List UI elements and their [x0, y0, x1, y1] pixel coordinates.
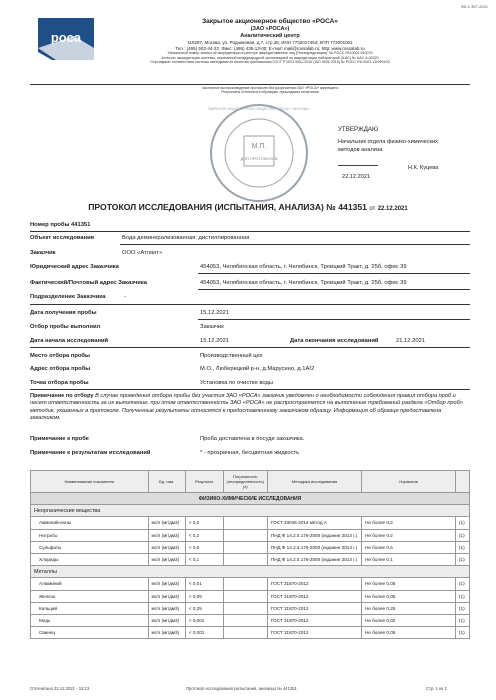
table-cell [223, 578, 267, 590]
received-date-label: Дата получения пробы [30, 310, 97, 316]
table-cell: Не более 0,2 [362, 529, 456, 541]
table-cell: мг/л (мг/дм3) [148, 590, 185, 602]
footer-page: Стр. 1 из 2 [426, 686, 447, 691]
approve-title: УТВЕРЖДАЮ [338, 126, 379, 133]
protocol-title [0, 202, 496, 212]
table-cell: ПНД Ф 14.2:4.176-2000 (издание 2014 г.) [267, 529, 361, 541]
table-row [31, 553, 470, 565]
org-center: Аналитический центр [240, 33, 300, 39]
table-cell: (1) [456, 614, 470, 626]
logo-text: роса [50, 30, 82, 45]
table-cell: < 0,1 [185, 553, 223, 565]
table-cell: мг/л (мг/дм3) [148, 529, 185, 541]
table-row [31, 614, 470, 626]
table-cell: Хлориды [31, 553, 149, 565]
sample-number: Номер пробы 441351 [30, 222, 91, 228]
divider [198, 319, 470, 320]
department-label: Подразделение Заказчика [30, 294, 106, 300]
table-cell: Свинец [31, 627, 149, 639]
table-cell: мг/л (мг/дм3) [148, 614, 185, 626]
approve-position-2: методов анализа [338, 146, 383, 153]
end-date-label: Дата окончания исследований [290, 338, 379, 344]
sampling-note [30, 393, 470, 422]
company-seal [200, 98, 318, 208]
table-cell: Не более 0,05 [362, 627, 456, 639]
seal-center-text: М.П. [251, 143, 267, 150]
section-row [31, 493, 470, 505]
col-header: Результат [185, 471, 223, 493]
table-cell: ПНД Ф 14.2:4.176-2000 (издание 2014 г.) [267, 553, 361, 565]
col-header [456, 471, 470, 493]
table-cell: < 0,001 [185, 627, 223, 639]
end-date-value: 21.12.2021 [396, 338, 426, 344]
warning-1: Частичное воспроизведение протокола без разрешения ЗАО «РОСА» запрещено [201, 86, 339, 90]
table-cell: < 0,5 [185, 541, 223, 553]
org-address: 119297, Москва, ул. Родниковая, д.7, стр.35; ИНН 7732017453; КПП 772001001 [187, 39, 353, 45]
table-cell [223, 529, 267, 541]
col-header: Методика исследования [267, 471, 361, 493]
table-cell: Не более 0,05 [362, 578, 456, 590]
table-cell: ГОСТ 33045-2014 метод А [267, 517, 361, 529]
legal-address-value: 454053, Челябинская область, г. Челябинск, Троицкий Тракт, д. 25б, офис 39 [200, 264, 407, 270]
footer-protocol: Протокол исследования (испытания, анализа) № 441351 [186, 686, 297, 691]
divider [30, 347, 470, 348]
table-cell: мг/л (мг/дм3) [148, 627, 185, 639]
form-number: ФБ.1.357-2021 [460, 4, 488, 9]
actual-address-value: 454053, Челябинская область, г. Челябинск, Троицкий Тракт, д. 25б, офис 39 [200, 280, 407, 286]
table-cell [223, 602, 267, 614]
divider [30, 231, 470, 232]
object-value: Вода деминерализованная: дистиллированная [122, 235, 250, 241]
divider [120, 244, 470, 245]
table-cell: Кальций [31, 602, 149, 614]
department-value: - [124, 294, 126, 300]
title-text: ПРОТОКОЛ ИССЛЕДОВАНИЯ (ИСПЫТАНИЯ, АНАЛИЗА) № [88, 202, 336, 212]
sampling-address-label: Адрес отбора пробы [30, 366, 91, 372]
org-header [100, 18, 440, 65]
signature-line [338, 158, 378, 166]
table-cell: < 0,01 [185, 578, 223, 590]
table-cell: мг/л (мг/дм3) [148, 578, 185, 590]
sampler-value: Заказчик [200, 324, 224, 330]
title-from: от [369, 206, 376, 212]
rosa-logo [38, 18, 94, 60]
col-header: Наименование показателя [31, 471, 149, 493]
table-row [31, 590, 470, 602]
customer-label: Заказчик [30, 250, 56, 256]
sampler-label: Отбор пробы выполнил [30, 324, 101, 330]
sampling-place-value: Производственный цех [200, 353, 263, 359]
org-short: (ЗАО «РОСА») [250, 26, 290, 33]
seal-label: ДЛЯ ПРОТОКОЛОВ [240, 156, 278, 161]
accreditation-3: Сертификат соответствия системы менеджмента качества требованиям ГОСТ Р ИСО 9001-2015 (ISO 9001:2015) № РОСС RU.0001.13ИФ0100 [150, 60, 390, 65]
table-cell: Не более 0,2 [362, 517, 456, 529]
table-cell: ГОСТ 31870-2012 [267, 614, 361, 626]
table-cell: Сульфаты [31, 541, 149, 553]
table-cell: мг/л (мг/дм3) [148, 602, 185, 614]
table-cell: ГОСТ 31870-2012 [267, 602, 361, 614]
result-note-label: Примечание к результатам исследований [30, 450, 151, 456]
table-cell: Железо [31, 590, 149, 602]
table-cell: мг/л (мг/дм3) [148, 553, 185, 565]
sampling-note-text: В случае проведения отбора пробы без участия ЗАО «РОСА» заказчик уведомлен о необходимости соблюдения правил отбора проб и несет ответственность за их выполнение, при этом ответственность ЗАО «РОСА» не распространяется на выполнение требований раздела «Отбор проб» методик, указанных в протоколе. Полученные результаты относятся к предоставленному заказчиком образцу. Информация об образце предоставлена заказчиком. [30, 393, 463, 421]
protocol-number: 441351 [338, 202, 367, 212]
table-cell: ГОСТ 31870-2012 [267, 627, 361, 639]
group-title: Неорганические вещества [31, 505, 470, 517]
copy-warning [100, 86, 440, 95]
start-date-value: 15.12.2021 [200, 338, 230, 344]
seal-ring-text: ЗАКРЫТОЕ АКЦИОНЕРНОЕ ОБЩЕСТВО «РОСА» • МОСКВА • [207, 107, 311, 111]
table-cell: ПНД Ф 14.2:4.176-2000 (издание 2014 г.) [267, 541, 361, 553]
col-header: Ед. изм. [148, 471, 185, 493]
sampling-address-value: М.О., Люберецкий р-н, д.Марусино, д.1А/2 [200, 366, 315, 372]
result-note-value: * - прозрачная, бесцветная жидкость [200, 450, 300, 456]
accreditation-1: Уникальный номер записи об аккредитации в реестре аккредитованных лиц (Росаккредитация): № РОСС RU.0001.510078 [167, 51, 373, 56]
table-cell: (1) [456, 529, 470, 541]
section-title: ФИЗИКО-ХИМИЧЕСКИЕ ИССЛЕДОВАНИЯ [31, 493, 470, 505]
table-row [31, 541, 470, 553]
table-cell: ГОСТ 31870-2012 [267, 578, 361, 590]
table-cell: (1) [456, 517, 470, 529]
divider [30, 304, 470, 305]
table-cell [223, 590, 267, 602]
table-row [31, 602, 470, 614]
legal-address-label: Юридический адрес Заказчика [30, 264, 119, 270]
approve-date: 22.12.2021 [342, 174, 370, 181]
table-cell: Аммоний-ионы [31, 517, 149, 529]
table-cell: Не более 0,1 [362, 553, 456, 565]
table-cell [223, 541, 267, 553]
group-row [31, 566, 470, 578]
divider [198, 289, 470, 290]
table-cell: < 0,2 [185, 517, 223, 529]
table-cell: Нитраты [31, 529, 149, 541]
table-cell: Алюминий [31, 578, 149, 590]
table-cell: (1) [456, 541, 470, 553]
org-contacts: Тел.: (495) 502-44-22; Факс: (495) 435-13-00; E-mail: mail@rossalab.ru; http: www.rossalab.ru [175, 45, 365, 51]
divider [198, 273, 470, 274]
sampling-place-label: Место отбора пробы [30, 353, 90, 359]
table-cell: мг/л (мг/дм3) [148, 517, 185, 529]
table-cell: (1) [456, 578, 470, 590]
table-cell: Не более 0,05 [362, 590, 456, 602]
sampling-point-label: Точка отбора пробы [30, 380, 89, 386]
table-cell: (1) [456, 602, 470, 614]
sampling-note-label: Примечание по отбору [30, 393, 94, 399]
sampling-point-value: Установка по очистке воды [200, 380, 273, 386]
table-cell: Не более 0,25 [362, 602, 456, 614]
divider [30, 389, 470, 390]
approve-position-1: Начальник отдела физико-химических [338, 139, 438, 146]
col-header: Норматив [362, 471, 456, 493]
table-cell: < 0,25 [185, 602, 223, 614]
results-table [30, 470, 470, 639]
protocol-date: 22.12.2021 [377, 206, 408, 212]
start-date-label: Дата начала исследований [30, 338, 109, 344]
table-row [31, 627, 470, 639]
table-row [31, 517, 470, 529]
header-divider [30, 84, 470, 85]
table-cell [223, 517, 267, 529]
table-cell: Не более 0,02 [362, 614, 456, 626]
group-row [31, 505, 470, 517]
table-cell: (1) [456, 553, 470, 565]
sample-note-label: Примечание к пробе [30, 436, 90, 442]
table-cell: < 0,2 [185, 529, 223, 541]
approve-signer: Н.К. Куцева [408, 165, 439, 171]
footer-printed: Отпечатано 22.12.2021 - 15:13 [30, 686, 90, 691]
warning-2: Результаты относятся к образцам, прошедшим испытания [221, 90, 319, 95]
customer-value: ООО «Атлант» [122, 250, 163, 256]
table-cell: < 0,001 [185, 614, 223, 626]
table-cell: мг/л (мг/дм3) [148, 541, 185, 553]
group-title: Металлы [31, 566, 470, 578]
table-row [31, 578, 470, 590]
table-cell: (1) [456, 590, 470, 602]
received-date-value: 15.12.2021 [200, 310, 230, 316]
table-cell [223, 627, 267, 639]
table-cell: Не более 0,5 [362, 541, 456, 553]
accreditation-2: Аттестат аккредитации системы, признанной международной организацией по аккредитации лабораторий (ILAC) № AAC.A.00320 [161, 55, 379, 60]
table-row [31, 529, 470, 541]
table-cell [223, 614, 267, 626]
sample-note-value: Проба доставлена в посуде заказчика. [200, 436, 305, 442]
org-name: Закрытое акционерное общество «РОСА» [202, 18, 338, 25]
actual-address-label: Фактический/Почтовый адрес Заказчика [30, 280, 147, 286]
approval-block [338, 126, 488, 182]
table-header-row [31, 471, 470, 493]
table-cell: ГОСТ 31870-2012 [267, 590, 361, 602]
object-label: Объект исследования [30, 235, 95, 241]
table-cell: Медь [31, 614, 149, 626]
table-cell: (1) [456, 627, 470, 639]
table-cell [223, 553, 267, 565]
table-cell: < 0,05 [185, 590, 223, 602]
col-header: Погрешность (неопределенность) (±) [223, 471, 267, 493]
